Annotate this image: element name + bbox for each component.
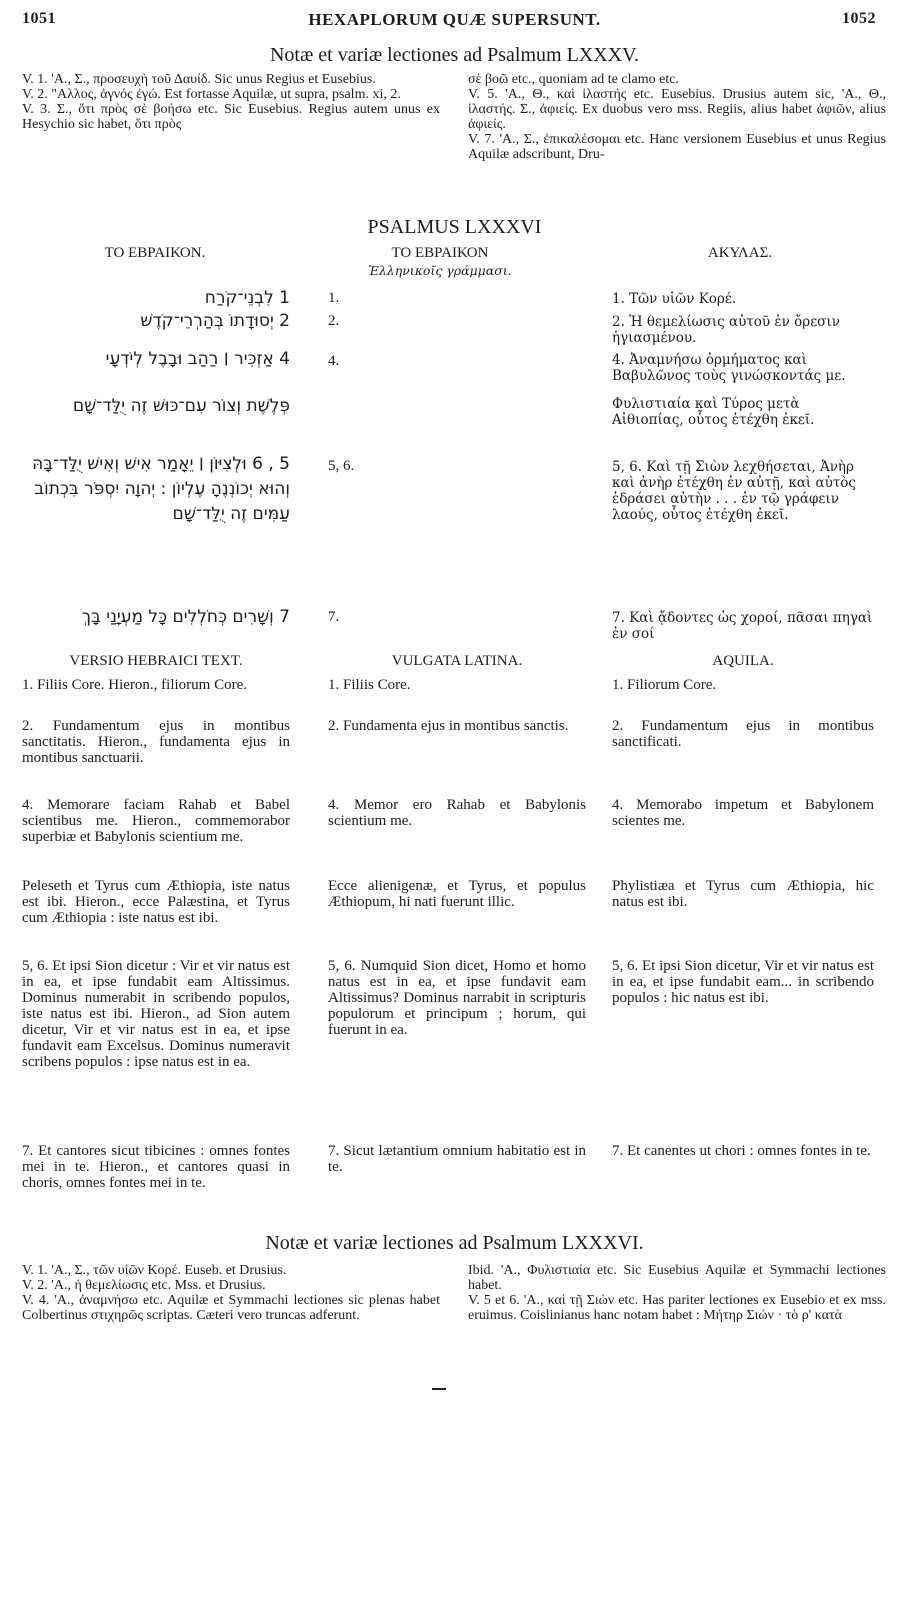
psalm-title: PSALMUS LXXXVI bbox=[367, 216, 542, 238]
note: σὲ βοῶ etc., quoniam ad te clamo etc. bbox=[468, 72, 679, 87]
greek-verse: 4. Ἀναμνήσω ὁρμήματος καὶ Βαβυλῶνος τοὺς γινώσκοντάς με. bbox=[612, 352, 846, 384]
notes-bottom-left-column bbox=[22, 1263, 440, 1323]
aquila-latin-verse: Phylistiæa et Tyrus cum Æthiopia, hic natus est ibi. bbox=[612, 878, 874, 910]
column-head-aquila-latin: AQUILA. bbox=[712, 653, 774, 669]
notes-top-left-column bbox=[22, 72, 440, 132]
greek-verse: Φυλιστιαία καὶ Τύρος μετὰ Αἰθιοπίας, οὗτος ἐτέχθη ἐκεῖ. bbox=[612, 396, 815, 428]
versio-verse: 5, 6. Et ipsi Sion dicetur : Vir et vir natus est in ea, et ipse fundabit eam Altissimus. Dominus numerabit in scribendo populos, iste natus est ibi. Hieron., ad Sion autem dicetur, Vir et vir natus est in ea, et ipse fundavit eam Excelsus. Dominus numeravit scribens populos : ipse natus est in ea. bbox=[22, 958, 290, 1070]
note: V. 3. Σ., ὅτι πρὸς σὲ βοήσω etc. Sic Eusebius. Regius autem unus ex Hesychio sic habet, ὅτι πρὸς bbox=[22, 102, 440, 132]
column-head-hebrew: ΤΟ ΕΒΡΑΙΚΟΝ. bbox=[104, 245, 206, 261]
notes-bottom-title: Notæ et variæ lectiones ad Psalmum LXXXVI. bbox=[265, 1232, 644, 1254]
vulgata-verse: 7. Sicut lætantium omnium habitatio est in te. bbox=[328, 1143, 586, 1175]
aquila-latin-verse: 7. Et canentes ut chori : omnes fontes in te. bbox=[612, 1143, 871, 1159]
column-head-transliteration: ΤΟ ΕΒΡΑΙΚΟΝ bbox=[391, 245, 489, 261]
verse-number: 4. bbox=[328, 353, 340, 369]
notes-bottom-right-column bbox=[468, 1263, 886, 1323]
vulgata-verse: 5, 6. Numquid Sion dicet, Homo et homo natus est in ea, et ipse fundavit eam Altissimus? Dominus narrabit in scripturis populorum et principum ; horum, qui fuerunt in ea. bbox=[328, 958, 586, 1038]
note: V. 5. 'Α., Θ., καὶ ἱλαστής etc. Eusebius. Drusius autem sic, 'Α., Θ., ἱλαστής. Σ., ἀφιείς. Ex duobus vero mss. Regiis, alius habet ἀφιῶν, alius ἀφιείς. bbox=[468, 87, 886, 132]
verse-number: 1. bbox=[328, 290, 340, 306]
vulgata-verse: 2. Fundamenta ejus in montibus sanctis. bbox=[328, 718, 569, 734]
column-head-vulgata: VULGATA LATINA. bbox=[391, 653, 523, 669]
note: V. 5 et 6. 'Α., καὶ τῇ Σιὼν etc. Has pariter lectiones ex Eusebio et ex mss. eruimus. Coislinianus hanc notam habet : Μήτηρ Σιών · τὸ ρ' κατὰ bbox=[468, 1293, 886, 1323]
versio-verse: 1. Filiis Core. Hieron., filiorum Core. bbox=[22, 677, 247, 693]
right-page-number: 1052 bbox=[842, 10, 876, 27]
aquila-latin-verse: 4. Memorabo impetum et Babylonem scientes me. bbox=[612, 797, 874, 829]
note: V. 2. 'Α., ἡ θεμελίωσις etc. Mss. et Drusius. bbox=[22, 1278, 266, 1293]
column-subhead-transliteration: Ἑλληνικοῖς γράμμασι. bbox=[368, 263, 512, 278]
column-head-versio-hebraici: VERSIO HEBRAICI TEXT. bbox=[69, 653, 243, 669]
notes-top-right-column bbox=[468, 72, 886, 162]
verse-number: 5, 6. bbox=[328, 458, 355, 474]
versio-verse: 2. Fundamentum ejus in montibus sanctitatis. Hieron., fundamenta ejus in montibus sanctuarii. bbox=[22, 718, 290, 766]
hebrew-verse: 1 לִבְנֵי־קֹרַח bbox=[204, 288, 290, 308]
versio-verse: 7. Et cantores sicut tibicines : omnes fontes mei in te. Hieron., et cantores quasi in choris, omnes fontes mei in te. bbox=[22, 1143, 290, 1191]
verse-number: 2. bbox=[328, 313, 340, 329]
left-page-number: 1051 bbox=[22, 10, 56, 27]
note: V. 1. 'Α., Σ., τῶν υἱῶν Κορέ. Euseb. et Drusius. bbox=[22, 1263, 287, 1278]
column-head-aquila-greek: ΑΚΥΛΑΣ. bbox=[707, 245, 773, 261]
vulgata-verse: 4. Memor ero Rahab et Babylonis scientium me. bbox=[328, 797, 586, 829]
hebrew-verse: 7 וְשָׁרִים כְּחֹלְלִים כָּל מַעְיָנַי בָּךְ bbox=[81, 607, 290, 627]
aquila-latin-verse: 2. Fundamentum ejus in montibus sanctificati. bbox=[612, 718, 874, 750]
versio-verse: 4. Memorare faciam Rahab et Babel scientibus me. Hieron., commemorabor superbiæ et Babylonis scientium me. bbox=[22, 797, 290, 845]
note: V. 7. 'Α., Σ., ἐπικαλέσομαι etc. Hanc versionem Eusebius et unus Regius Aquilæ adscribunt, Dru- bbox=[468, 132, 886, 162]
note: V. 2. "Αλλος, ἁγνός ἐγώ. Est fortasse Aquilæ, ut supra, psalm. xi, 2. bbox=[22, 87, 401, 102]
aquila-latin-verse: 5, 6. Et ipsi Sion dicetur, Vir et vir natus est in ea, et ipse fundabit eam... in scribendo populos : hic natus est ibi. bbox=[612, 958, 874, 1006]
hebrew-verse: 5 , 6 וּלְצִיּוֹן ׀ יֵאָמַר אִישׁ וְאִישׁ יֻלַּד־בָּהּ וְהוּא יְכוֹנְנֶהָ עֶלְיוֹן : יְהוָה יִסְפֹּר בִּכְתוֹב עַמִּים זֶה יֻלַּד־שָׁם bbox=[32, 454, 290, 524]
running-title: HEXAPLORUM QUÆ SUPERSUNT. bbox=[308, 10, 601, 29]
notes-top-title: Notæ et variæ lectiones ad Psalmum LXXXV. bbox=[269, 44, 640, 66]
greek-verse: 7. Καὶ ᾄδοντες ὡς χοροί, πᾶσαι πηγαὶ ἐν σοί bbox=[612, 610, 873, 642]
greek-verse: 2. Ἡ θεμελίωσις αὐτοῦ ἐν ὄρεσιν ἡγιασμένου. bbox=[612, 314, 840, 346]
verse-number: 7. bbox=[328, 609, 340, 625]
vulgata-verse: 1. Filiis Core. bbox=[328, 677, 411, 693]
hebrew-verse: פְּלֶשֶׁת וְצוֹר עִם־כּוּשׁ זֶה יֻלַּד־שָׁם bbox=[72, 396, 290, 416]
footer-dash bbox=[432, 1388, 446, 1390]
vulgata-verse: Ecce alienigenæ, et Tyrus, et populus Æthiopum, hi nati fuerunt illic. bbox=[328, 878, 586, 910]
greek-verse: 5, 6. Καὶ τῇ Σιὼν λεχθήσεται, Ἀνὴρ καὶ ἀνὴρ ἐτέχθη ἐν αὐτῇ, καὶ αὐτὸς ἑδράσει αὐτὴν . . . ἐν τῷ γράφειν λαούς, οὗτος ἐτέχθη ἐκεῖ. bbox=[612, 459, 856, 523]
greek-verse: 1. Τῶν υἱῶν Κορέ. bbox=[612, 291, 737, 307]
note: V. 4. 'Α., ἀναμνήσω etc. Aquilæ et Symmachi lectiones sic plenas habet Colbertinus στιχηρῶς scriptas. Cæteri vero truncas adferunt. bbox=[22, 1293, 440, 1323]
hebrew-verse: 4 אַזְכִּיר ׀ רַהַב וּבָבֶל לְיֹדְעָי bbox=[105, 349, 290, 369]
aquila-latin-verse: 1. Filiorum Core. bbox=[612, 677, 717, 693]
hebrew-verse: 2 יְסוּדָתוֹ בְּהַרְרֵי־קֹדֶשׁ bbox=[140, 311, 290, 331]
versio-verse: Peleseth et Tyrus cum Æthiopia, iste natus est ibi. Hieron., ecce Palæstina, et Tyrus cum Æthiopia : iste natus est ibi. bbox=[22, 878, 290, 926]
note: V. 1. 'Α., Σ., προσευχὴ τοῦ Δαυίδ. Sic unus Regius et Eusebius. bbox=[22, 72, 376, 87]
note: Ibid. 'Α., Φυλιστιαία etc. Sic Eusebius Aquilæ et Symmachi lectiones habet. bbox=[468, 1263, 886, 1293]
